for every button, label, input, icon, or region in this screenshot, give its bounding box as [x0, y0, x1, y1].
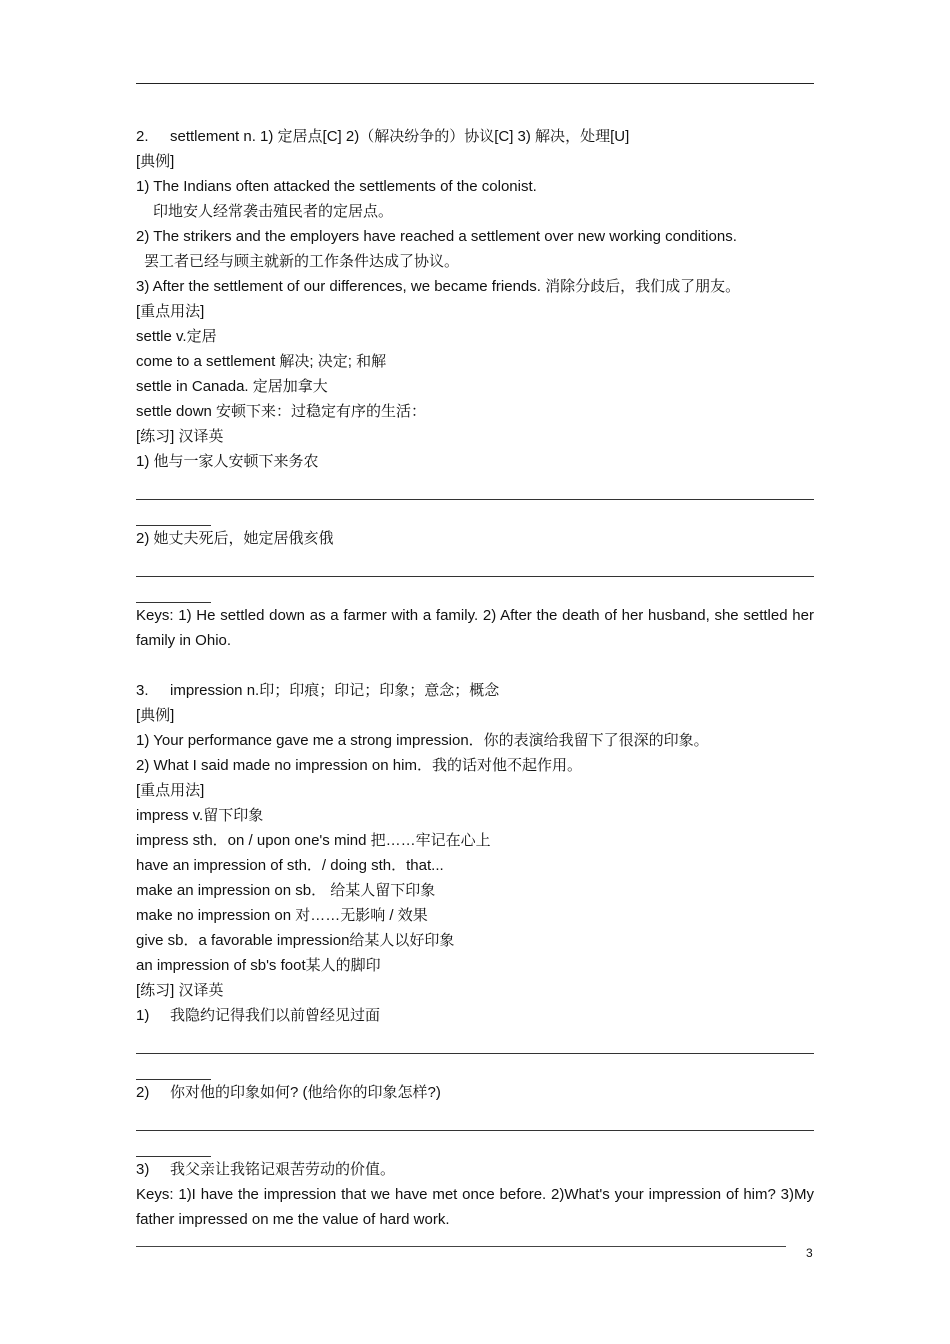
question-number: 3)	[136, 1161, 150, 1178]
answer-keys: Keys: 1) He settled down as a farmer with a family. 2) After the death of her husband, she settled her family in Ohio.	[136, 607, 814, 649]
practice-label: [练习] 汉译英	[136, 982, 224, 999]
usage-item: have an impression of sth．/ doing sth．that...	[136, 857, 444, 874]
practice-label: [练习] 汉译英	[136, 428, 224, 445]
example-1-english: 1) The Indians often attacked the settlements of the colonist.	[136, 178, 537, 195]
practice-question-1: 1) 他与一家人安顿下来务农	[136, 453, 319, 470]
document-body	[136, 124, 814, 1232]
answer-blank-line-tail	[136, 1054, 211, 1080]
usage-item: an impression of sb's foot某人的脚印	[136, 957, 381, 974]
answer-blank-line	[136, 1105, 814, 1131]
example-2-english: 2) The strikers and the employers have reached a settlement over new working conditions.	[136, 228, 737, 245]
answer-blank-line-tail	[136, 500, 211, 526]
usage-item: give sb．a favorable impression给某人以好印象	[136, 932, 455, 949]
usage-item: impress sth．on / upon one's mind 把……牢记在心上	[136, 832, 491, 849]
section-title: impression n.印；印痕；印记；印象；意念；概念	[170, 682, 500, 699]
practice-question-1	[136, 1003, 814, 1028]
page-number: 3	[806, 1246, 813, 1260]
answer-blank-line-tail	[136, 1131, 211, 1157]
usage-item: settle down 安顿下来：过稳定有序的生活：	[136, 403, 427, 420]
practice-question-3	[136, 1157, 814, 1182]
question-number: 2)	[136, 1084, 150, 1101]
header-rule	[136, 83, 814, 84]
answer-blank-line	[136, 474, 814, 500]
answer-blank-line-tail	[136, 577, 211, 603]
practice-question-2: 2) 她丈夫死后，她定居俄亥俄	[136, 530, 334, 547]
usage-item: make an impression on sb． 给某人留下印象	[136, 882, 436, 899]
example-3: 3) After the settlement of our differences, we became friends. 消除分歧后，我们成了朋友。	[136, 278, 741, 295]
example-label: [典例]	[136, 707, 175, 724]
section-3-heading	[136, 678, 814, 703]
example-2-chinese: 罢工者已经与顾主就新的工作条件达成了协议。	[144, 253, 460, 270]
question-text: 你对他的印象如何? (他给你的印象怎样?)	[170, 1084, 441, 1101]
question-text: 我隐约记得我们以前曾经见过面	[170, 1007, 381, 1024]
answer-keys: Keys: 1)I have the impression that we have met once before. 2)What's your impression of him? 3)My father impressed on me the value of hard work.	[136, 1186, 814, 1228]
usage-item: make no impression on 对……无影响 / 效果	[136, 907, 428, 924]
section-number: 3.	[136, 682, 149, 699]
usage-label: [重点用法]	[136, 303, 205, 320]
section-title: settlement n. 1) 定居点[C] 2)（解决纷争的）协议[C] 3) 解决，处理[U]	[170, 128, 630, 145]
footer-rule	[136, 1246, 786, 1247]
usage-item: settle v.定居	[136, 328, 217, 345]
example-label: [典例]	[136, 153, 175, 170]
question-text: 我父亲让我铭记艰苦劳动的价值。	[170, 1161, 396, 1178]
spacer	[136, 653, 814, 678]
usage-item: impress v.留下印象	[136, 807, 264, 824]
example-2: 2) What I said made no impression on him．我的话对他不起作用。	[136, 757, 582, 774]
usage-item: settle in Canada. 定居加拿大	[136, 378, 328, 395]
practice-question-2	[136, 1080, 814, 1105]
answer-blank-line	[136, 551, 814, 577]
usage-item: come to a settlement 解决; 决定; 和解	[136, 353, 387, 370]
question-number: 1)	[136, 1007, 150, 1024]
usage-label: [重点用法]	[136, 782, 205, 799]
example-1: 1) Your performance gave me a strong impression．你的表演给我留下了很深的印象。	[136, 732, 709, 749]
section-number: 2.	[136, 128, 149, 145]
example-1-chinese: 印地安人经常袭击殖民者的定居点。	[153, 203, 394, 220]
answer-blank-line	[136, 1028, 814, 1054]
section-2-heading	[136, 124, 814, 149]
